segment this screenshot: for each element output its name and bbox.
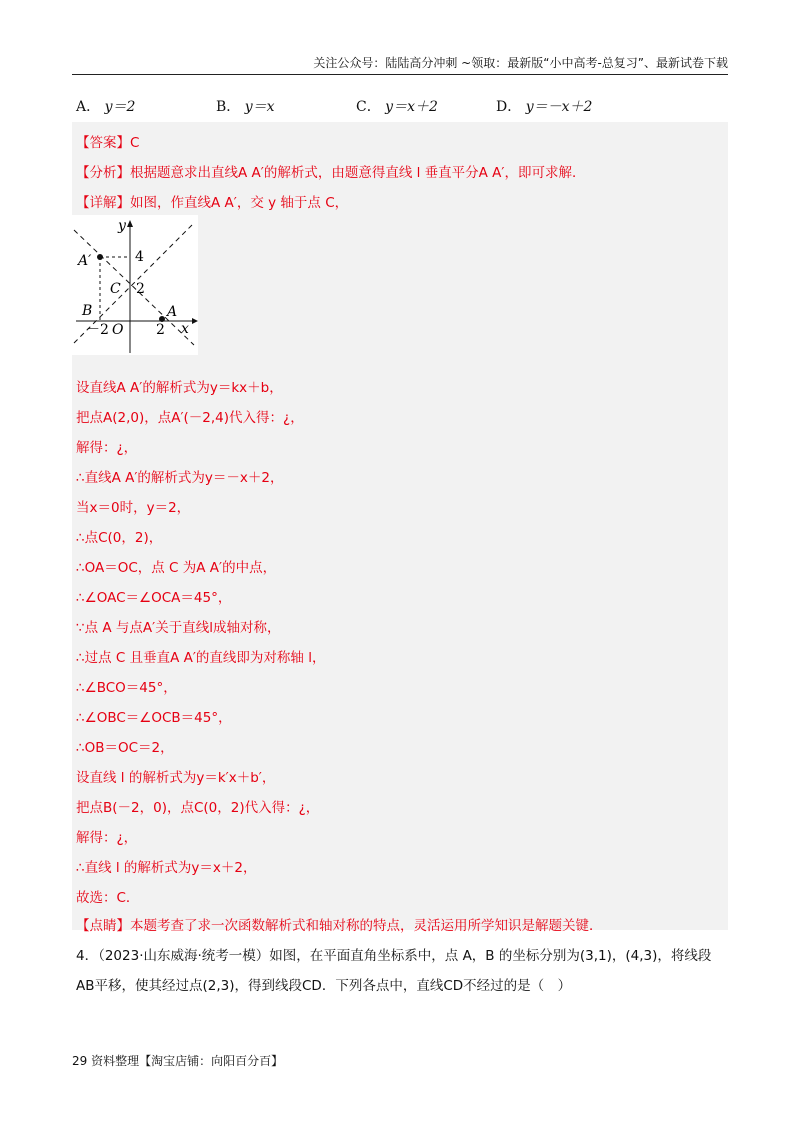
solution-line: ∵点 A 与点A′关于直线l成轴对称， bbox=[76, 620, 281, 636]
solution-line: 解得：¿， bbox=[76, 830, 138, 846]
question-4-line-2: AB平移，使其经过点(2,3)，得到线段CD．下列各点中，直线CD不经过的是（ ） bbox=[76, 978, 572, 994]
choice-letter: C． bbox=[356, 99, 381, 115]
choice-expr: y＝x＋2 bbox=[385, 99, 438, 115]
page-number: 29 bbox=[72, 1054, 88, 1068]
x-axis-label: x bbox=[181, 321, 189, 337]
y-axis-label: y bbox=[118, 218, 126, 234]
tick-2-y-label: 2 bbox=[136, 281, 145, 297]
solution-line: ∴OB＝OC＝2， bbox=[76, 740, 174, 756]
coordinate-figure bbox=[72, 215, 198, 355]
tick-4-label: 4 bbox=[135, 249, 144, 265]
choice-b bbox=[216, 96, 275, 116]
origin-label: O bbox=[112, 322, 124, 338]
solution-line: ∴∠BCO＝45°， bbox=[76, 680, 177, 696]
solution-line: 把点A(2,0)，点A′(－2,4)代入得：¿， bbox=[76, 410, 304, 426]
choice-a bbox=[76, 96, 135, 116]
answer-choices bbox=[76, 96, 726, 118]
choice-expr: y＝x bbox=[244, 99, 275, 115]
choice-expr: y＝－x＋2 bbox=[525, 99, 593, 115]
choice-expr: y＝2 bbox=[104, 99, 136, 115]
c-label: C bbox=[110, 281, 121, 297]
footer-text: 资料整理【淘宝店铺：向阳百分百】 bbox=[91, 1054, 284, 1068]
solution-line: ∴直线 l 的解析式为y＝x＋2， bbox=[76, 860, 257, 876]
choice-letter: D． bbox=[496, 99, 522, 115]
solution-line: 故选：C． bbox=[76, 890, 140, 906]
solution-line: 当x＝0时，y＝2， bbox=[76, 500, 191, 516]
analysis-line: 【分析】根据题意求出直线A A′的解析式，由题意得直线 l 垂直平分A A′，即可求解． bbox=[76, 165, 586, 181]
solution-line: ∴点C(0，2)， bbox=[76, 530, 163, 546]
x-axis-arrow bbox=[192, 318, 198, 324]
choice-letter: A． bbox=[76, 99, 101, 115]
solution-line: ∴直线A A′的解析式为y＝－x＋2， bbox=[76, 470, 284, 486]
answer-line: 【答案】C bbox=[76, 135, 140, 151]
solution-line: 设直线A A′的解析式为y＝kx＋b， bbox=[76, 380, 283, 396]
tick-neg2-label: －2 bbox=[86, 322, 109, 338]
point-a-prime bbox=[97, 254, 103, 260]
a-prime-label: A′ bbox=[78, 253, 92, 269]
tick-2-x-label: 2 bbox=[156, 322, 165, 338]
a-label: A bbox=[167, 304, 178, 320]
choice-d bbox=[496, 96, 592, 116]
b-label: B bbox=[82, 303, 93, 319]
solution-line: 设直线 l 的解析式为y＝k′x＋b′， bbox=[76, 770, 276, 786]
solution-line: ∴∠OAC＝∠OCA＝45°， bbox=[76, 590, 232, 606]
detail-line: 【详解】如图，作直线A A′，交 y 轴于点 C， bbox=[76, 195, 349, 211]
choice-letter: B． bbox=[216, 99, 241, 115]
figure-svg bbox=[72, 215, 198, 355]
page-header bbox=[72, 54, 728, 75]
choice-c bbox=[356, 96, 438, 116]
solution-line: ∴∠OBC＝∠OCB＝45°， bbox=[76, 710, 232, 726]
solution-line: ∴过点 C 且垂直A A′的直线即为对称轴 l， bbox=[76, 650, 326, 666]
header-text: 关注公众号：陆陆高分冲刺 ~领取：最新版“小中高考-总复习”、最新试卷下载 bbox=[313, 56, 728, 70]
y-axis-arrow bbox=[127, 220, 133, 227]
comment-line: 【点睛】本题考查了求一次函数解析式和轴对称的特点，灵活运用所学知识是解题关键． bbox=[76, 918, 603, 934]
solution-line: ∴OA＝OC，点 C 为A A′的中点， bbox=[76, 560, 277, 576]
page-footer bbox=[72, 1052, 283, 1069]
solution-line: 解得：¿， bbox=[76, 440, 138, 456]
solution-line: 把点B(－2，0)，点C(0，2)代入得：¿， bbox=[76, 800, 320, 816]
question-4-line-1: 4．（2023·山东威海·统考一模）如图，在平面直角坐标系中，点 A，B 的坐标分别为(3,1)，(4,3)，将线段 bbox=[76, 948, 712, 964]
